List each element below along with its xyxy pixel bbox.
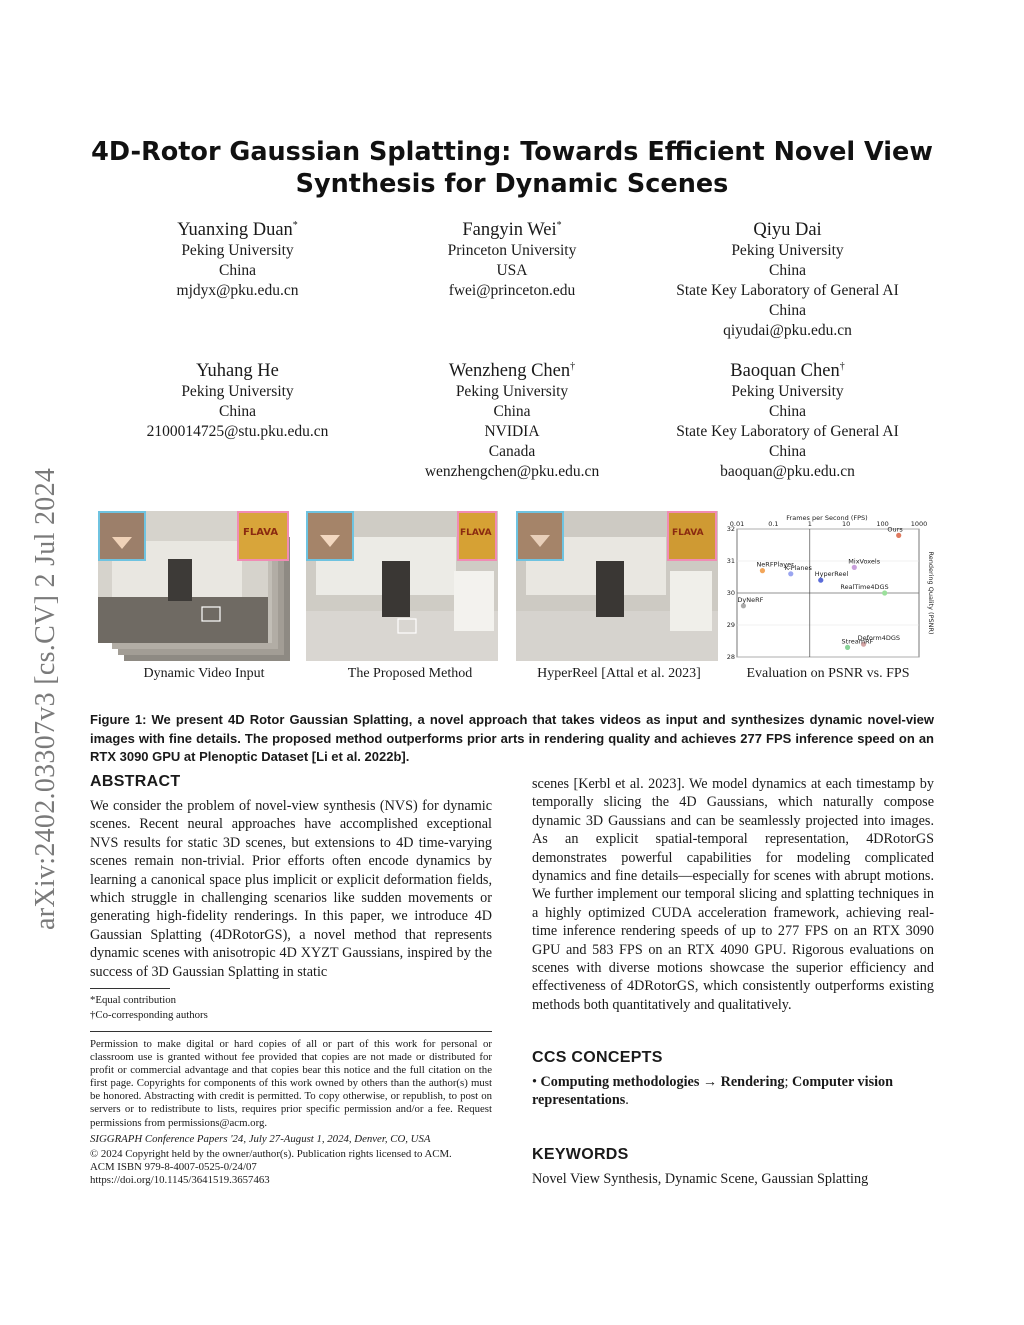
- author-country: China: [218, 403, 257, 421]
- point-label: RealTime4DGS: [840, 583, 889, 591]
- footnote-corresponding: †Co-corresponding authors: [90, 1009, 208, 1021]
- author-name: Qiyu Dai: [753, 220, 822, 241]
- keywords-heading: KEYWORDS: [532, 1146, 629, 1163]
- psnr-fps-chart: [728, 512, 934, 662]
- data-point: [852, 565, 857, 570]
- isbn: ACM ISBN 979-8-4007-0525-0/24/07: [90, 1161, 257, 1173]
- ccs-separator: ;: [784, 1074, 789, 1090]
- author-block: [392, 215, 632, 301]
- x-tick-label: 10: [842, 520, 851, 528]
- zoom-inset-glass: [99, 512, 145, 560]
- bottle-label: FLAVA: [672, 528, 704, 538]
- author-mark: *: [292, 220, 298, 231]
- data-point: [896, 533, 901, 538]
- author-name: Baoquan Chen: [730, 361, 840, 382]
- author-mark: *: [556, 220, 562, 231]
- dynamic-video-input-image: [98, 511, 290, 661]
- point-label: Ours: [887, 525, 903, 534]
- subcaption: Dynamic Video Input: [143, 666, 265, 681]
- y-axis-label: Rendering Quality (PSNR): [927, 551, 935, 635]
- title-line-2: Synthesis for Dynamic Scenes: [295, 169, 729, 199]
- abstract-heading: ABSTRACT: [90, 773, 181, 790]
- author-country: China: [768, 262, 807, 280]
- x-tick-label: 1000: [910, 520, 928, 528]
- y-tick-label: 30: [726, 589, 735, 597]
- author-affiliation: State Key Laboratory of General AI: [676, 423, 899, 441]
- paper-title: [90, 136, 934, 200]
- data-point: [741, 603, 746, 608]
- y-tick-label: 31: [726, 557, 735, 565]
- chart-title: Frames per Second (FPS): [786, 514, 868, 522]
- author-country: China: [768, 302, 807, 320]
- ccs-item: Computing methodologies: [540, 1074, 700, 1090]
- ccs-concepts: [532, 1073, 934, 1110]
- author-country: USA: [496, 262, 528, 280]
- x-tick-label: 0.01: [729, 520, 745, 528]
- data-point: [788, 571, 793, 576]
- conference-info: SIGGRAPH Conference Papers '24, July 27-August 1, 2024, Denver, CO, USA: [90, 1133, 431, 1145]
- author-email: baoquan@pku.edu.cn: [720, 463, 855, 481]
- author-block: [655, 356, 920, 482]
- point-label: DyNeRF: [737, 595, 764, 604]
- author-email: 2100014725@stu.pku.edu.cn: [146, 423, 329, 441]
- author-affiliation: Peking University: [455, 383, 569, 401]
- data-point: [760, 568, 765, 573]
- subcaption: The Proposed Method: [347, 666, 473, 681]
- data-point: [818, 578, 823, 583]
- author-mark: †: [570, 361, 576, 372]
- title-line-1: 4D-Rotor Gaussian Splatting: Towards Efficient Novel View: [91, 137, 933, 167]
- bullet-icon: •: [532, 1074, 537, 1090]
- author-affiliation: Princeton University: [447, 242, 577, 260]
- y-tick-label: 29: [726, 621, 735, 629]
- data-point: [882, 590, 887, 595]
- doi-link[interactable]: https://doi.org/10.1145/3641519.3657463: [90, 1174, 270, 1186]
- author-country: China: [768, 403, 807, 421]
- proposed-method-image: [306, 511, 498, 661]
- point-label: StreamRF: [841, 637, 874, 646]
- point-label: K-Planes: [784, 563, 812, 572]
- point-label: NeRFPlayer: [756, 560, 794, 569]
- author-affiliation: NVIDIA: [484, 423, 540, 441]
- ccs-heading: CCS CONCEPTS: [532, 1049, 663, 1066]
- footnote-equal-contribution: *Equal contribution: [90, 994, 177, 1006]
- x-tick-label: 0.1: [768, 520, 779, 528]
- author-email: wenzhengchen@pku.edu.cn: [424, 463, 600, 481]
- figure-caption: Figure 1: We present 4D Rotor Gaussian Splatting, a novel approach that takes videos as input and synthesizes dynamic novel-view images with fine details. The proposed method outperforms prior arts in rendering quality and achieves 277 FPS inference speed on an RTX 3090 GPU at Plenoptic Dataset [Li et al. 2022b].: [90, 712, 934, 764]
- point-label: MixVoxels: [848, 557, 881, 566]
- y-tick-label: 32: [726, 525, 735, 533]
- author-email: fwei@princeton.edu: [448, 282, 576, 300]
- data-point: [845, 645, 850, 650]
- y-tick-label: 28: [726, 653, 735, 661]
- author-affiliation: State Key Laboratory of General AI: [676, 282, 899, 300]
- bottle-label: FLAVA: [243, 527, 279, 538]
- author-affiliation: Peking University: [731, 242, 844, 260]
- author-name: Yuhang He: [196, 361, 279, 382]
- hyperreel-image: [516, 511, 718, 661]
- point-label: HyperReel: [814, 570, 849, 579]
- point-label: Deform4DGS: [857, 634, 901, 643]
- author-email: qiyudai@pku.edu.cn: [723, 322, 852, 340]
- abstract-right-column: scenes [Kerbl et al. 2023]. We model dynamics at each timestamp by temporally slicing the 4D Gaussians, which naturally compose dynamic 3D Gaussians and can be seamlessly projected into images. As an explicit spatial-temporal representation, 4DRotorGS demonstrates powerful capabilities for modeling complicated dynamics and fine details—especially for scenes with abrupt motions. We further implement our temporal slicing and splatting techniques in a highly optimized CUDA acceleration framework, achieving real-time inference rendering speeds of up to 277 FPS on an RTX 3090 GPU and 583 FPS on an RTX 4090 GPU. Rigorous evaluations on scenes with diverse motions showcase the superior efficiency and effectiveness of 4DRotorGS, which consistently outperforms existing methods both quantitatively and qualitatively.: [532, 776, 934, 1013]
- ccs-item: Computer vision representations: [532, 1074, 894, 1109]
- author-name: Wenzheng Chen: [448, 361, 571, 382]
- author-block: [130, 356, 345, 442]
- author-block: [655, 215, 920, 341]
- author-country: China: [768, 443, 807, 461]
- author-affiliation: Peking University: [731, 383, 844, 401]
- x-tick-label: 1: [807, 520, 812, 528]
- subcaption: HyperReel [Attal et al. 2023]: [537, 666, 701, 681]
- permission-notice: Permission to make digital or hard copies of all or part of this work for personal or classroom use is granted without fee provided that copies are not made or distributed for profit or commercial advantage and that copies bear this notice and the full citation on the first page. Copyrights for components of this work owned by others than the author(s) must be honored. Abstracting with credit is permitted. To copy otherwise, or republish, to post on servers or to redistribute to lists, requires prior specific permission and/or a fee. Request permissions from permissions@acm.org.: [90, 1038, 492, 1129]
- arxiv-identifier: arXiv:2402.03307v3 [cs.CV] 2 Jul 2024: [30, 467, 61, 930]
- author-affiliation: Peking University: [181, 242, 294, 260]
- author-country: China: [493, 403, 531, 421]
- ccs-end: .: [625, 1092, 629, 1109]
- keywords-list: Novel View Synthesis, Dynamic Scene, Gaussian Splatting: [532, 1171, 869, 1187]
- author-email: mjdyx@pku.edu.cn: [176, 282, 299, 300]
- bottle-label: FLAVA: [460, 528, 492, 538]
- copyright-notice: © 2024 Copyright held by the owner/author(s). Publication rights licensed to ACM.: [90, 1148, 452, 1160]
- author-mark: †: [839, 361, 845, 372]
- footnote-rule: [90, 988, 170, 989]
- author-affiliation: Peking University: [181, 383, 294, 401]
- arrow-icon: →: [702, 1074, 718, 1090]
- ccs-item: Rendering: [720, 1074, 785, 1090]
- author-country: China: [218, 262, 257, 280]
- author-country: Canada: [488, 443, 536, 461]
- author-name: Yuanxing Duan: [177, 220, 293, 241]
- author-name: Fangyin Wei: [462, 220, 557, 241]
- author-block: [130, 215, 345, 301]
- permission-rule: [90, 1031, 492, 1032]
- x-tick-label: 100: [876, 520, 889, 528]
- author-block: [392, 356, 632, 482]
- abstract-left-column: We consider the problem of novel-view synthesis (NVS) for dynamic scenes. Recent neural approaches have accomplished exceptional NVS results for static 3D scenes, but extensions to 4D time-varying scenes remain non-trivial. Prior efforts often encode dynamics by learning a canonical space plus implicit or explicit deformation fields, which struggle in challenging scenarios like sudden movements or generating high-fidelity renderings. In this paper, we introduce 4D Gaussian Splatting (4DRotorGS), a novel method that represents dynamic scenes with anisotropic 4D XYZT Gaussians, inspired by the success of 3D Gaussian Splatting in static: [90, 798, 492, 980]
- subcaption: Evaluation on PSNR vs. FPS: [746, 666, 910, 681]
